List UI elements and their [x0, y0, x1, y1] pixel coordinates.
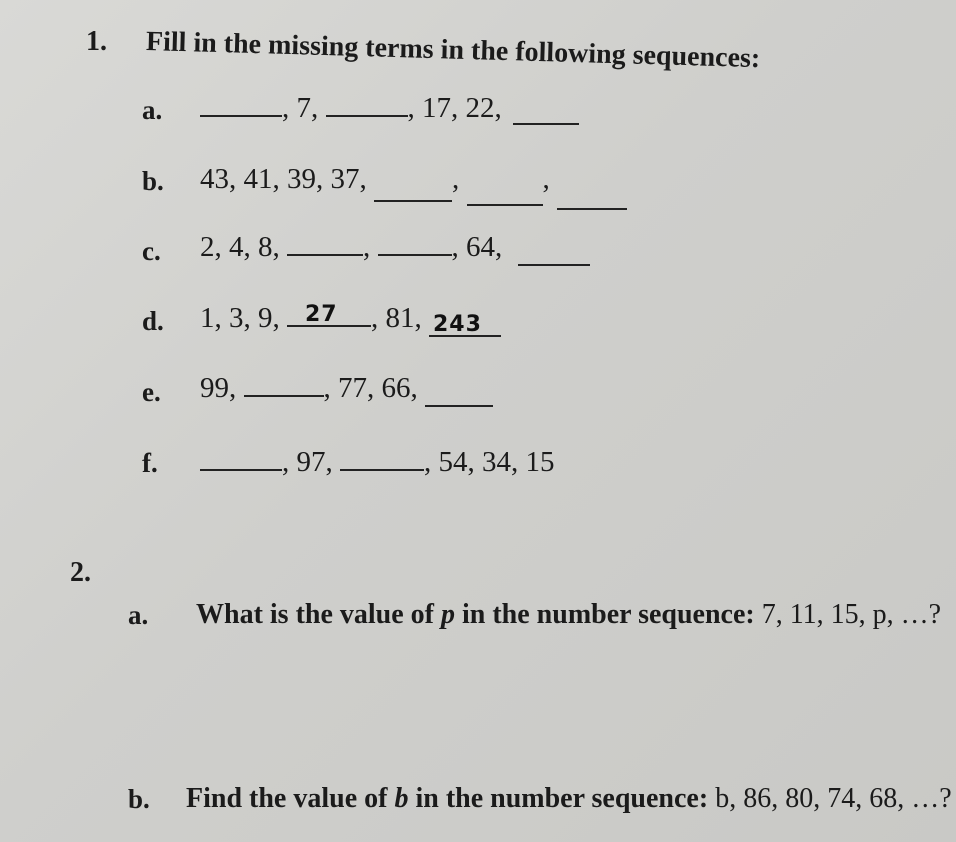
answer-blank[interactable] — [429, 312, 501, 337]
question-1-number: 1. — [86, 26, 107, 57]
sequence-text: 1, 3, 9, — [200, 302, 280, 334]
item-e-sequence — [200, 372, 493, 405]
sequence-text: , 77, 66, — [323, 372, 418, 404]
item-d-sequence — [200, 302, 501, 335]
q2b-sequence: b, 86, 80, 74, 68, …? — [715, 783, 952, 814]
item-e-letter: e. — [142, 377, 161, 407]
sequence-text: , — [452, 163, 460, 195]
handwritten-answer: 27 — [305, 302, 338, 327]
q2a-question — [196, 599, 941, 631]
item-a-sequence — [200, 92, 579, 125]
sequence-text: 43, 41, 39, 37, — [200, 163, 367, 195]
answer-blank[interactable] — [557, 188, 627, 210]
handwritten-answer: 243 — [433, 312, 482, 337]
q2a-variable: p — [441, 599, 455, 630]
q2a-text-2: in the number sequence: — [455, 599, 762, 630]
item-d-letter: d. — [142, 306, 164, 336]
q2b-text-1: Find the value of — [186, 783, 395, 814]
q2a-letter: a. — [128, 600, 149, 630]
answer-blank[interactable] — [374, 180, 452, 202]
q2a-text-1: What is the value of — [196, 599, 441, 630]
item-b-letter: b. — [142, 166, 164, 196]
item-c-letter: c. — [142, 236, 161, 266]
answer-blank[interactable] — [326, 95, 408, 117]
item-c-sequence — [200, 231, 590, 264]
sequence-text: , 54, 34, 15 — [424, 446, 555, 478]
answer-blank[interactable] — [467, 184, 543, 206]
q2a-sequence: 7, 11, 15, p, …? — [761, 599, 942, 630]
sequence-text: , — [542, 163, 550, 195]
q2b-variable: b — [394, 783, 409, 814]
answer-blank[interactable] — [513, 103, 579, 125]
sequence-text: , 81, — [371, 302, 422, 334]
question-1-heading: Fill in the missing terms in the following sequences: — [145, 26, 761, 75]
sequence-text: , 7, — [282, 92, 319, 124]
item-f-sequence — [200, 446, 555, 479]
answer-blank[interactable] — [287, 302, 371, 327]
answer-blank[interactable] — [425, 385, 493, 407]
sequence-text: , 97, — [282, 446, 333, 478]
q2b-text-2: in the number sequence: — [408, 783, 716, 814]
answer-blank[interactable] — [244, 375, 324, 397]
item-a-letter: a. — [142, 95, 163, 125]
answer-blank[interactable] — [287, 234, 363, 256]
answer-blank[interactable] — [378, 234, 452, 256]
answer-blank[interactable] — [200, 449, 282, 471]
item-f-letter: f. — [142, 448, 158, 478]
sequence-text: , — [363, 231, 371, 263]
q2b-question — [186, 783, 952, 815]
answer-blank[interactable] — [340, 449, 424, 471]
sequence-text: , 64, — [451, 231, 503, 263]
sequence-text: 99, — [200, 372, 237, 404]
answer-blank[interactable] — [518, 244, 590, 266]
answer-blank[interactable] — [200, 95, 282, 117]
sequence-text: , 17, 22, — [407, 92, 502, 124]
question-2-number: 2. — [70, 557, 91, 588]
sequence-text: 2, 4, 8, — [200, 231, 280, 263]
item-b-sequence — [200, 163, 627, 196]
q2b-letter: b. — [128, 784, 150, 814]
